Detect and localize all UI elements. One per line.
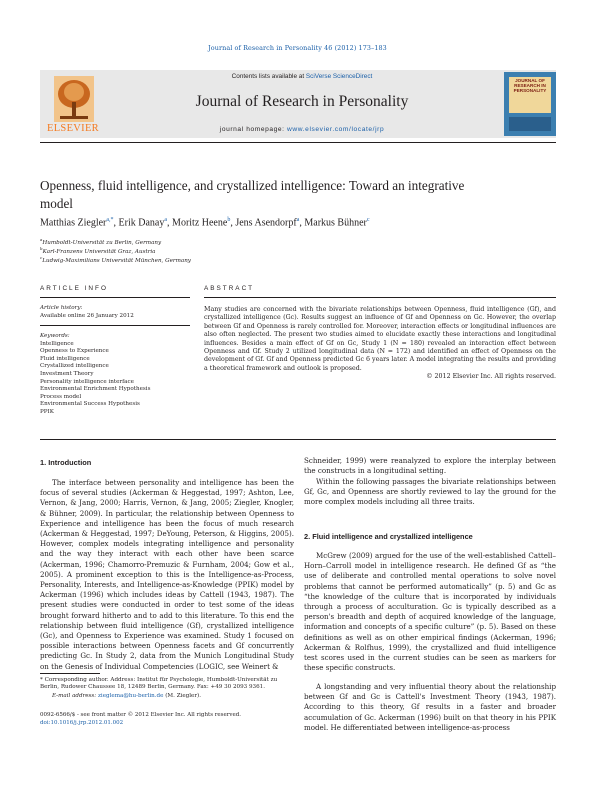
article-title: Openness, fluid intelligence, and crystallized intelligence: Toward an integrative model bbox=[40, 178, 465, 211]
keywords-label: Keywords: bbox=[40, 333, 70, 339]
header-divider bbox=[40, 142, 556, 143]
affiliation-text: Karl-Franzens Universität Graz, Austria bbox=[42, 248, 156, 255]
email-suffix: (M. Ziegler). bbox=[165, 693, 202, 699]
keywords-block bbox=[40, 333, 190, 417]
cover-title: JOURNAL OF RESEARCH IN PERSONALITY bbox=[513, 78, 547, 93]
issn-note: 0092-6566/$ - see front matter © 2012 Elsevier Inc. All rights reserved. bbox=[40, 712, 241, 718]
journal-cover-thumbnail[interactable] bbox=[504, 72, 556, 136]
keyword-item: Intelligence bbox=[40, 340, 74, 347]
author-affil-marker[interactable]: a,* bbox=[106, 217, 114, 223]
homepage-prefix: journal homepage: bbox=[219, 126, 288, 133]
abstract-block bbox=[204, 306, 556, 382]
introduction-continuation: Schneider, 1999) were reanalyzed to explore the interplay between the constructs in a longitudinal setting. bbox=[304, 456, 556, 476]
article-info-rule bbox=[40, 297, 190, 298]
author-list: Matthias Ziegler$^{a,*}$, Erik Danay$^a$, Moritz Heene$^b$, Jens Asendorpf$^a$, Markus Bühner$^c$ bbox=[40, 217, 370, 229]
affiliation bbox=[40, 246, 156, 255]
doi-link[interactable]: doi:10.1016/j.jrp.2012.01.002 bbox=[40, 720, 124, 726]
elsevier-logo[interactable] bbox=[40, 70, 106, 138]
journal-citation[interactable]: Journal of Research in Personality 46 (2012) 173–183 bbox=[208, 44, 387, 52]
author-affil-marker[interactable]: a bbox=[164, 217, 168, 223]
affiliation-text: Ludwig-Maximilians Universität München, Germany bbox=[42, 257, 191, 264]
article-history bbox=[40, 305, 190, 320]
author-name[interactable]: Matthias Ziegler bbox=[40, 217, 107, 229]
section-title-introduction: 1. Introduction bbox=[40, 458, 92, 467]
keyword-item: Environmental Success Hypothesis bbox=[40, 401, 140, 408]
affiliation-text: Humboldt-Universität zu Berlin, Germany bbox=[42, 239, 162, 246]
journal-title: Journal of Research in Personality bbox=[195, 93, 409, 110]
abstract-bottom-rule bbox=[40, 439, 556, 440]
author-affil-marker[interactable]: c bbox=[366, 217, 370, 223]
keyword-item: Investment Theory bbox=[40, 370, 94, 377]
author-name[interactable]: Erik Danay bbox=[118, 217, 165, 229]
elsevier-tree-icon bbox=[54, 76, 94, 122]
keyword-item: Crystallized intelligence bbox=[40, 363, 109, 370]
affiliation-marker: b bbox=[40, 246, 43, 251]
keyword-item: Fluid intelligence bbox=[40, 355, 90, 362]
history-value: Available online 26 January 2012 bbox=[40, 312, 134, 319]
affiliation-marker: c bbox=[40, 255, 43, 260]
email-link[interactable]: zieglema@hu-berlin.de bbox=[97, 693, 164, 699]
keyword-item: PPIK bbox=[40, 408, 54, 415]
author-name[interactable]: Moritz Heene bbox=[172, 217, 228, 229]
author-affil-marker[interactable]: b bbox=[227, 217, 231, 223]
email-label: E-mail address: bbox=[52, 693, 97, 699]
affiliation-marker: a bbox=[40, 237, 43, 242]
affiliation bbox=[40, 255, 191, 264]
elsevier-wordmark: ELSEVIER bbox=[47, 123, 99, 134]
author-name[interactable]: Jens Asendorpf bbox=[235, 217, 297, 229]
corresponding-author-footnote: * Corresponding author. Address: Institut für Psychologie, Humboldt-Universität zu Berlin, Rudower Chaussee 18, 12489 Berlin, Germany. Fax: +49 30 2093 9361. bbox=[40, 677, 278, 691]
contents-available-line bbox=[115, 73, 489, 80]
section-title-fluid-crystallized: 2. Fluid intelligence and crystallized intelligence bbox=[304, 532, 473, 541]
keyword-item: Personality intelligence interface bbox=[40, 378, 134, 385]
section2-paragraph-2: A longstanding and very influential theory about the relationship between Gf and Gc is Cattell's Investment Theory (1943, 1987). According to this theory, Gf results in a faster and broader accumulation of Gc. Ackerman (1996) built on that theory in his PPIK model. He differentiated between intelligence-as-process bbox=[304, 682, 556, 732]
introduction-paragraph-2: Within the following passages the bivariate relationships between Gf, Gc, and Openness are shortly reviewed to lay the ground for the more complex models including all three traits. bbox=[304, 477, 556, 507]
homepage-link[interactable]: www.elsevier.com/locate/jrp bbox=[287, 126, 385, 133]
keyword-item: Openness to Experience bbox=[40, 348, 109, 355]
keyword-item: Process model bbox=[40, 393, 82, 400]
abstract-copyright: © 2012 Elsevier Inc. All rights reserved. bbox=[426, 373, 556, 381]
author-affil-marker[interactable]: a bbox=[296, 217, 300, 223]
introduction-paragraph: The interface between personality and intelligence has been the focus of several studies (Ackerman & Heggestad, 1997; Ashton, Lee, Vernon, & Jang, 2000; Harris, Vernon, & Jang, 2005; Ziegler, Knogler, & Bühner, 2009). In particular, the relationship between Openness to Experience and intelligence has been the focus of much research (Ackerman & Heggestad, 1997; DeYoung, Peterson, & Higgins, 2005). However, complex models integrating intelligence and personality and the way they interact with each other have been scarce (Ackerman, 1996; Chamorro-Premuzic & Furnham, 2004; Gow et al., 2005). A prominent exception to this is the Intelligence-as-Process, Personality, Interests, and Intelligence-as-Knowledge (PPIK) model by Ackerman (1996) which includes ideas by Cattell (1943, 1987). The present studies were conducted in order to test some of the ideas brought forward hitherto and to add to this literature. To this end the relationship between fluid intelligence (Gf), crystallized intelligence (Gc), and Openness to Experience was examined. Study 1 focused on possible interactions between Openness facets and Gf concurrently predicting Gc. In Study 2, data from the Munich Longitudinal Study on the Genesis of Individual Competencies (LOGIC, see Weinert & bbox=[40, 478, 294, 671]
abstract-rule bbox=[204, 297, 556, 298]
sciencedirect-link[interactable]: SciVerse ScienceDirect bbox=[305, 73, 373, 80]
section2-paragraph-1: McGrew (2009) argued for the use of the well-established Cattell–Horn–Carroll model in intelligence research. He defined Gf as “the use of deliberate and controlled mental operations to solve novel problems that cannot be performed automatically” (p. 5) and Gc as “the knowledge of the culture that is incorporated by individuals through a process of acculturation. Gc is typically described as a person's breadth and depth of acquired knowledge of the language, information and concepts of a specific culture” (p. 5). Based on these definitions as well as on other empirical findings (Ackerman, 1996; Ackerman & Rolfhus, 1999), the crystallized and fluid intelligence test scores used in the current studies can be seen as markers for these specific constructs. bbox=[304, 551, 556, 673]
contents-prefix: Contents lists available at bbox=[231, 73, 306, 80]
history-label: Article history: bbox=[40, 305, 83, 311]
abstract-heading: ABSTRACT bbox=[204, 285, 255, 292]
info-divider bbox=[40, 325, 190, 326]
journal-homepage-line bbox=[115, 126, 489, 133]
article-info-heading: ARTICLE INFO bbox=[40, 285, 108, 292]
affiliation bbox=[40, 237, 161, 246]
cover-bottom-band bbox=[509, 117, 551, 131]
author-name[interactable]: Markus Bühner bbox=[304, 217, 367, 229]
email-footnote bbox=[40, 693, 294, 700]
keyword-item: Environmental Enrichment Hypothesis bbox=[40, 386, 151, 393]
abstract-text: Many studies are concerned with the bivariate relationships between Openness, fluid intelligence (Gf), and crystallized intelligence (Gc). Results suggest an influence of Gf and Openness on Gc. However, the overlap between Gf and Openness is rarely controlled for. Moreover, interaction effects or longitudinal influences are also often neglected. The present two studies aimed to elucidate exactly these interactions and longitudinal influences. Besides a main effect of Gf on Gc, Study 1 (N = 180) revealed an interaction effect between Openness and Gf. Study 2 utilized longitudinal data (N = 172) and identified an effect of Openness on the development of Gf. Gf and Openness predicted Gc 6 years later. A model integrating the results and providing a theoretical framework and outlook is proposed. bbox=[204, 306, 557, 372]
footnote-rule bbox=[40, 673, 100, 674]
